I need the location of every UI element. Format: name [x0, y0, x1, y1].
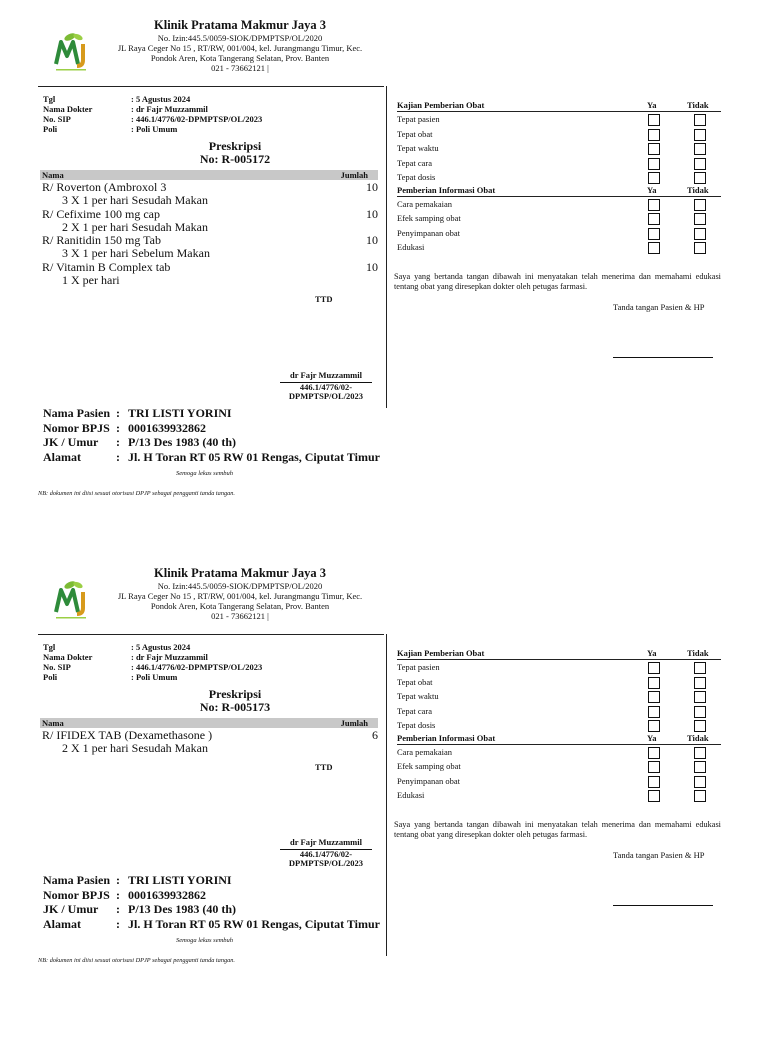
ya-checkbox[interactable] — [648, 691, 660, 703]
drug-qty: 10 — [366, 180, 378, 194]
prescription-heading: Preskripsi — [208, 687, 262, 701]
prescription-item — [42, 729, 378, 756]
review-item-label: Efek samping obat — [397, 213, 461, 223]
review-item-label: Penyimpanan obat — [397, 227, 461, 238]
prescription-title — [150, 688, 320, 714]
clinic-logo — [50, 30, 94, 74]
bpjs-label: Nomor BPJS — [43, 420, 110, 435]
col-qty: Jumlah — [340, 718, 368, 728]
review-item-label: Tepat waktu — [397, 691, 439, 701]
bpjs-number: 0001639932862 — [128, 887, 206, 902]
nb-note: NB: dokumen ini diisi sesuai otorisasi DPJP sebagai pengganti tanda tangan. — [38, 957, 236, 964]
tidak-checkbox[interactable] — [694, 761, 706, 773]
clinic-header — [100, 566, 380, 621]
header-divider — [38, 86, 384, 87]
review-item-label: Penyimpanan obat — [397, 775, 461, 786]
ya-checkbox[interactable] — [648, 776, 660, 788]
clinic-name: Klinik Pratama Makmur Jaya 3 — [154, 566, 326, 580]
ttd-label: TTD — [315, 762, 333, 772]
address-value: Jl. H Toran RT 05 RW 01 Rengas, Ciputat Timur — [128, 449, 380, 464]
review-row — [397, 745, 721, 760]
jk-label: JK / Umur — [43, 435, 99, 449]
drug-review-panel — [397, 648, 721, 803]
sip-label: No. SIP — [43, 662, 71, 672]
review-row — [397, 675, 721, 690]
patient-name: TRI LISTI YORINI — [128, 873, 232, 887]
tidak-checkbox[interactable] — [694, 677, 706, 689]
tidak-checkbox[interactable] — [694, 143, 706, 155]
signature-sip-2: DPMPTSP/OL/2023 — [288, 391, 364, 401]
prescription-items — [42, 729, 378, 756]
patient-statement: Saya yang bertanda tangan dibawah ini menyatakan telah menerima dan memahami edukasi tentang obat yang diresepkan dokter oleh petugas farmasi. — [394, 820, 721, 839]
prescription-item — [42, 208, 378, 235]
column-divider — [386, 634, 387, 956]
doctor-info — [43, 94, 262, 134]
review-row — [397, 240, 721, 255]
review-item-label: Cara pemakaian — [397, 746, 452, 757]
tidak-label: Tidak — [687, 184, 709, 195]
date-value: : 5 Agustus 2024 — [131, 642, 191, 652]
review-row — [397, 112, 721, 127]
drug-name: R/ Roverton (Ambroxol 3 — [42, 180, 167, 194]
signature-sip-1: 446.1/4776/02- — [299, 381, 353, 392]
review-row — [397, 718, 721, 733]
prescription-item — [42, 181, 378, 208]
date-value: : 5 Agustus 2024 — [131, 94, 191, 104]
drug-dosage: 1 X per hari — [62, 273, 120, 288]
clinic-address-2: Pondok Aren, Kota Tangerang Selatan, Prov. Banten — [150, 53, 330, 63]
drug-name: R/ Cefixime 100 mg cap — [42, 206, 160, 221]
clinic-phone: 021 - 73662121 | — [211, 611, 269, 621]
col-name: Nama — [42, 718, 64, 728]
tidak-label: Tidak — [687, 648, 709, 658]
tidak-checkbox[interactable] — [694, 790, 706, 802]
patient-signature-line — [613, 905, 713, 906]
drug-dosage: 2 X 1 per hari Sesudah Makan — [62, 741, 208, 756]
ya-checkbox[interactable] — [648, 129, 660, 141]
tidak-checkbox[interactable] — [694, 747, 706, 759]
drug-qty: 6 — [372, 728, 378, 742]
review-item-label: Cara pemakaian — [397, 198, 452, 209]
kajian-rows — [397, 112, 721, 185]
signature-sip-2: DPMPTSP/OL/2023 — [288, 858, 364, 868]
ya-checkbox[interactable] — [648, 228, 660, 240]
items-table-header — [40, 170, 378, 180]
address-label: Alamat — [43, 916, 81, 931]
ya-checkbox[interactable] — [648, 114, 660, 126]
bpjs-number: 0001639932862 — [128, 420, 206, 435]
review-row — [397, 660, 721, 675]
header-divider — [38, 634, 384, 635]
review-row — [397, 788, 721, 803]
sip-value: : 446.1/4776/02-DPMPTSP/OL/2023 — [131, 662, 263, 672]
review-item-label: Tepat dosis — [397, 172, 436, 182]
ya-label: Ya — [647, 100, 657, 110]
doctor-value: : dr Fajr Muzzammil — [131, 104, 208, 114]
doctor-signature — [280, 371, 372, 402]
patient-signature-line — [613, 357, 713, 358]
drug-qty: 10 — [366, 259, 378, 274]
review-item-label: Tepat pasien — [397, 662, 440, 672]
kajian-header — [397, 100, 721, 112]
poli-value: : Poli Umum — [131, 124, 178, 134]
tidak-checkbox[interactable] — [694, 129, 706, 141]
patient-name-label: Nama Pasien — [43, 873, 110, 887]
kajian-title: Kajian Pemberian Obat — [397, 100, 485, 110]
patient-info: Nama Pasien : TRI LISTI YORINI Nomor BPJS : 0001639932862 JK / Umur : P/13 Des 1983 (40 th) Alamat : Jl. H Toran RT 05 RW 01 Rengas, Ciputat Timur — [43, 873, 380, 931]
date-label: Tgl — [43, 642, 56, 652]
clinic-logo — [50, 578, 94, 622]
review-item-label: Tepat cara — [397, 705, 433, 716]
prescription-number: No: R-005173 — [199, 700, 271, 714]
patient-info: Nama Pasien : TRI LISTI YORINI Nomor BPJS : 0001639932862 JK / Umur : P/13 Des 1983 (40 th) Alamat : Jl. H Toran RT 05 RW 01 Rengas, Ciputat Timur — [43, 406, 380, 464]
kajian-title: Kajian Pemberian Obat — [397, 648, 485, 658]
kajian-header — [397, 648, 721, 660]
review-item-label: Efek samping obat — [397, 761, 461, 771]
review-row — [397, 156, 721, 171]
address-value: Jl. H Toran RT 05 RW 01 Rengas, Ciputat Timur — [128, 916, 380, 931]
signature-doctor-name: dr Fajr Muzzammil — [280, 838, 372, 850]
review-row — [397, 689, 721, 704]
drug-qty: 10 — [366, 206, 378, 221]
jk-value: P/13 Des 1983 (40 th) — [128, 435, 236, 449]
doctor-label: Nama Dokter — [43, 652, 93, 662]
tidak-checkbox[interactable] — [694, 691, 706, 703]
ya-label: Ya — [647, 648, 657, 658]
ya-checkbox[interactable] — [648, 143, 660, 155]
poli-label: Poli — [43, 124, 58, 134]
drug-dosage: 3 X 1 per hari Sebelum Makan — [62, 246, 210, 261]
tidak-checkbox[interactable] — [694, 199, 706, 211]
clinic-header — [100, 18, 380, 73]
ya-label: Ya — [647, 732, 657, 743]
prescription-item — [42, 261, 378, 288]
tidak-checkbox[interactable] — [694, 242, 706, 254]
informasi-title: Pemberian Informasi Obat — [397, 184, 496, 195]
clinic-phone: 021 - 73662121 | — [211, 63, 269, 73]
bpjs-label: Nomor BPJS — [43, 887, 110, 902]
patient-statement: Saya yang bertanda tangan dibawah ini menyatakan telah menerima dan memahami edukasi tentang obat yang diresepkan dokter oleh petugas farmasi. — [394, 272, 721, 291]
patient-name-label: Nama Pasien — [43, 406, 110, 420]
drug-review-panel — [397, 100, 721, 255]
signature-sip-1: 446.1/4776/02- — [299, 848, 353, 859]
date-label: Tgl — [43, 94, 56, 104]
doctor-label: Nama Dokter — [43, 104, 93, 114]
prescription-heading: Preskripsi — [208, 139, 262, 153]
tidak-checkbox[interactable] — [694, 172, 706, 184]
ya-checkbox[interactable] — [648, 677, 660, 689]
ya-checkbox[interactable] — [648, 172, 660, 184]
column-divider — [386, 86, 387, 408]
nb-note: NB: dokumen ini diisi sesuai otorisasi DPJP sebagai pengganti tanda tangan. — [38, 490, 236, 497]
drug-dosage: 2 X 1 per hari Sesudah Makan — [62, 219, 208, 234]
ya-checkbox[interactable] — [648, 213, 660, 225]
ya-checkbox[interactable] — [648, 199, 660, 211]
col-name: Nama — [42, 170, 64, 180]
jk-value: P/13 Des 1983 (40 th) — [128, 902, 236, 916]
clinic-license: No. Izin:445.5/0059-SIOK/DPMPTSP/OL/2020 — [157, 581, 323, 591]
review-row — [397, 226, 721, 241]
kajian-rows — [397, 660, 721, 733]
sip-label: No. SIP — [43, 114, 71, 124]
prescription-number: No: R-005172 — [199, 152, 271, 166]
drug-name: R/ Vitamin B Complex tab — [42, 259, 171, 274]
review-item-label: Tepat dosis — [397, 720, 436, 730]
clinic-address-1: JL Raya Ceger No 15 , RT/RW, 001/004, kel. Jurangmangu Timur, Kec. — [117, 591, 363, 601]
get-well-note: Semoga lekas sembuh — [176, 470, 234, 477]
ya-checkbox[interactable] — [648, 747, 660, 759]
clinic-address-1: JL Raya Ceger No 15 , RT/RW, 001/004, kel. Jurangmangu Timur, Kec. — [117, 43, 363, 53]
prescription-item — [42, 234, 378, 261]
ya-checkbox[interactable] — [648, 761, 660, 773]
tidak-checkbox[interactable] — [694, 706, 706, 718]
review-item-label: Tepat pasien — [397, 114, 440, 124]
informasi-title: Pemberian Informasi Obat — [397, 732, 496, 743]
review-item-label: Edukasi — [397, 790, 425, 800]
ya-checkbox[interactable] — [648, 158, 660, 170]
get-well-note: Semoga lekas sembuh — [176, 937, 234, 944]
patient-name: TRI LISTI YORINI — [128, 406, 232, 420]
ya-checkbox[interactable] — [648, 662, 660, 674]
ya-checkbox[interactable] — [648, 706, 660, 718]
review-row — [397, 170, 721, 185]
ya-checkbox[interactable] — [648, 720, 660, 732]
prescription-title — [150, 140, 320, 166]
tidak-label: Tidak — [687, 732, 709, 743]
signature-doctor-name: dr Fajr Muzzammil — [280, 371, 372, 383]
review-row — [397, 127, 721, 142]
prescription-items — [42, 181, 378, 287]
review-row — [397, 141, 721, 156]
review-row — [397, 774, 721, 789]
doctor-signature — [280, 838, 372, 869]
clinic-name: Klinik Pratama Makmur Jaya 3 — [154, 18, 326, 32]
ttd-label: TTD — [315, 294, 333, 304]
informasi-header — [397, 185, 721, 197]
review-item-label: Tepat cara — [397, 157, 433, 168]
poli-value: : Poli Umum — [131, 672, 178, 682]
review-row — [397, 704, 721, 719]
tidak-checkbox[interactable] — [694, 114, 706, 126]
tidak-checkbox[interactable] — [694, 720, 706, 732]
drug-name: R/ Ranitidin 150 mg Tab — [42, 233, 161, 248]
informasi-rows — [397, 197, 721, 255]
review-item-label: Tepat obat — [397, 128, 433, 139]
jk-label: JK / Umur — [43, 902, 99, 916]
clinic-address-2: Pondok Aren, Kota Tangerang Selatan, Prov. Banten — [150, 601, 330, 611]
drug-qty: 10 — [366, 233, 378, 248]
items-table-header — [40, 718, 378, 728]
address-label: Alamat — [43, 449, 81, 464]
tidak-checkbox[interactable] — [694, 776, 706, 788]
sip-value: : 446.1/4776/02-DPMPTSP/OL/2023 — [131, 114, 263, 124]
tidak-checkbox[interactable] — [694, 213, 706, 225]
tidak-checkbox[interactable] — [694, 158, 706, 170]
review-row — [397, 759, 721, 774]
tidak-checkbox[interactable] — [694, 228, 706, 240]
tidak-label: Tidak — [687, 100, 709, 110]
ya-checkbox[interactable] — [648, 242, 660, 254]
poli-label: Poli — [43, 672, 58, 682]
doctor-info — [43, 642, 262, 682]
patient-signature-label: Tanda tangan Pasien & HP — [613, 850, 705, 860]
review-item-label: Tepat obat — [397, 676, 433, 687]
prescription-sheet-1 — [0, 14, 768, 497]
review-item-label: Tepat waktu — [397, 143, 439, 153]
review-row — [397, 211, 721, 226]
review-row — [397, 197, 721, 212]
col-qty: Jumlah — [340, 170, 368, 180]
prescription-sheet-2 — [0, 562, 768, 1042]
review-item-label: Edukasi — [397, 242, 425, 252]
ya-label: Ya — [647, 184, 657, 195]
drug-name: R/ IFIDEX TAB (Dexamethasone ) — [42, 728, 213, 742]
tidak-checkbox[interactable] — [694, 662, 706, 674]
drug-dosage: 3 X 1 per hari Sesudah Makan — [62, 193, 208, 208]
informasi-rows — [397, 745, 721, 803]
clinic-license: No. Izin:445.5/0059-SIOK/DPMPTSP/OL/2020 — [157, 33, 323, 43]
doctor-value: : dr Fajr Muzzammil — [131, 652, 208, 662]
patient-signature-label: Tanda tangan Pasien & HP — [613, 302, 705, 312]
informasi-header — [397, 733, 721, 745]
ya-checkbox[interactable] — [648, 790, 660, 802]
